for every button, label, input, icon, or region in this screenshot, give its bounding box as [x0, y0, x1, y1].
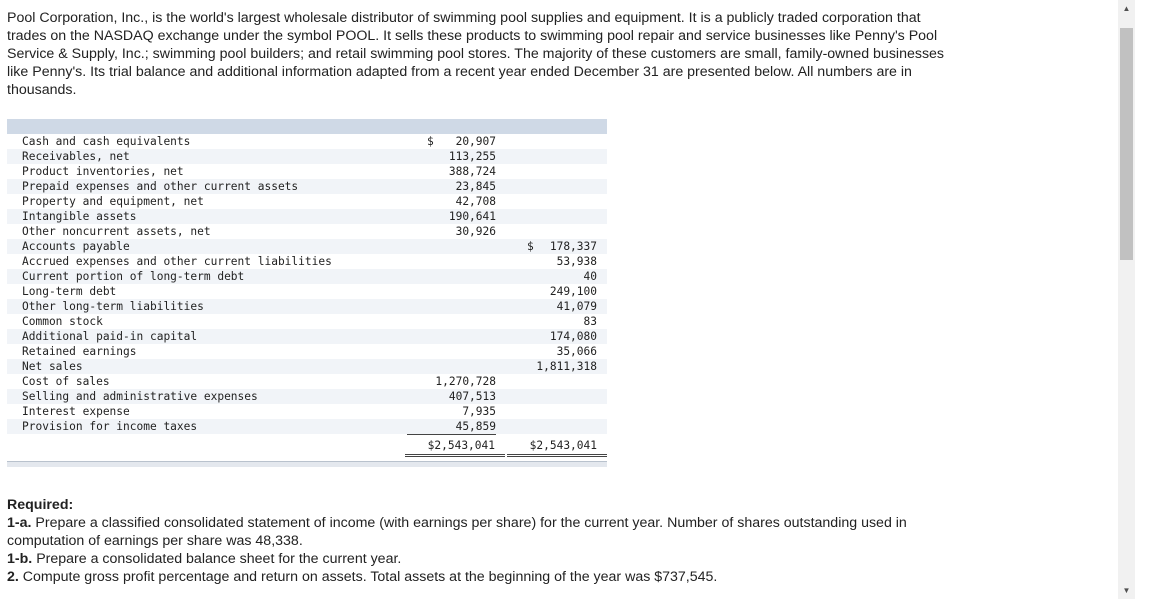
scroll-up-arrow-icon[interactable]: ▲ — [1122, 4, 1131, 13]
account-name: Intangible assets — [22, 210, 137, 223]
account-name: Product inventories, net — [22, 165, 184, 178]
account-name: Current portion of long-term debt — [22, 270, 245, 283]
account-name: Accrued expenses and other current liabilities — [22, 255, 332, 268]
trial-balance-table — [7, 119, 607, 467]
right-gutter — [1135, 0, 1159, 599]
debit-amount: 7,935 — [462, 405, 496, 418]
scroll-down-arrow-icon[interactable]: ▼ — [1122, 586, 1131, 595]
table-row — [7, 134, 607, 149]
account-name: Other noncurrent assets, net — [22, 225, 211, 238]
vertical-scrollbar[interactable] — [1118, 0, 1135, 599]
account-name: Long-term debt — [22, 285, 117, 298]
table-body — [7, 134, 607, 434]
debit-amount: 45,859 — [407, 419, 496, 435]
account-name: Provision for income taxes — [22, 420, 198, 433]
total-debit: $2,543,041 — [427, 439, 495, 452]
table-row — [7, 359, 607, 374]
account-name: Retained earnings — [22, 345, 137, 358]
table-row — [7, 314, 607, 329]
table-row — [7, 344, 607, 359]
table-row — [7, 164, 607, 179]
credit-amount: 1,811,318 — [536, 360, 597, 373]
required-item-1b — [7, 550, 952, 568]
table-row — [7, 254, 607, 269]
table-row — [7, 329, 607, 344]
credit-amount: 40 — [583, 270, 597, 283]
account-name: Additional paid-in capital — [22, 330, 198, 343]
account-name: Other long-term liabilities — [22, 300, 204, 313]
required-section — [7, 496, 952, 586]
debit-amount: 388,724 — [448, 165, 496, 178]
required-item-number: 2. — [7, 569, 19, 585]
debit-amount: 42,708 — [455, 195, 496, 208]
table-row — [7, 374, 607, 389]
required-item-1a — [7, 514, 952, 550]
table-row — [7, 269, 607, 284]
total-debit-cell — [405, 436, 505, 457]
table-row — [7, 419, 607, 434]
credit-amount: 83 — [583, 315, 597, 328]
credit-amount: 53,938 — [556, 255, 597, 268]
debit-amount: 190,641 — [448, 210, 496, 223]
debit-amount: 23,845 — [455, 180, 496, 193]
credit-amount: 174,080 — [549, 330, 597, 343]
account-name: Receivables, net — [22, 150, 130, 163]
table-header-band — [7, 119, 607, 134]
account-name: Interest expense — [22, 405, 130, 418]
required-item-2 — [7, 568, 952, 586]
debit-currency-symbol: $ — [427, 135, 434, 148]
table-row — [7, 224, 607, 239]
table-row — [7, 209, 607, 224]
table-row — [7, 239, 607, 254]
credit-amount: 178,337 — [549, 240, 597, 253]
credit-amount: 41,079 — [556, 300, 597, 313]
debit-amount: 1,270,728 — [435, 375, 496, 388]
debit-amount: 30,926 — [455, 225, 496, 238]
table-row — [7, 404, 607, 419]
debit-amount: 20,907 — [455, 135, 496, 148]
total-credit: $2,543,041 — [529, 439, 597, 452]
account-name: Cash and cash equivalents — [22, 135, 191, 148]
table-row — [7, 299, 607, 314]
intro-paragraph: Pool Corporation, Inc., is the world's largest wholesale distributor of swimming pool supplies and equipment. It is a publicly traded corporation that trades on the NASDAQ exchange under the symbol POOL. It sells these products to swimming pool repair and service businesses like Penny's Pool Service & Supply, Inc.; swimming pool builders; and retail swimming pool stores. The majority of these customers are small, family-owned businesses like Penny's. Its trial balance and additional information adapted from a recent year ended December 31 are presented below. All numbers are in thousands. — [7, 10, 945, 98]
credit-amount: 35,066 — [556, 345, 597, 358]
debit-amount: 407,513 — [448, 390, 496, 403]
account-name: Property and equipment, net — [22, 195, 204, 208]
required-item-text: Prepare a classified consolidated statement of income (with earnings per share) for the current year. Number of shares outstanding used in computation of earnings per share was 48,338. — [7, 515, 907, 549]
account-name: Accounts payable — [22, 240, 130, 253]
table-footer-band — [7, 461, 607, 467]
table-row — [7, 389, 607, 404]
debit-amount: 113,255 — [448, 150, 496, 163]
required-heading: Required: — [7, 497, 74, 513]
account-name: Common stock — [22, 315, 103, 328]
total-credit-cell — [507, 436, 607, 457]
account-name: Prepaid expenses and other current assets — [22, 180, 299, 193]
account-name: Net sales — [22, 360, 83, 373]
table-row — [7, 194, 607, 209]
required-item-number: 1-a. — [7, 515, 32, 531]
table-total-row — [7, 436, 607, 455]
table-row — [7, 179, 607, 194]
table-row — [7, 149, 607, 164]
account-name: Selling and administrative expenses — [22, 390, 258, 403]
account-name: Cost of sales — [22, 375, 110, 388]
scrollbar-thumb[interactable] — [1120, 28, 1133, 260]
credit-amount: 249,100 — [549, 285, 597, 298]
required-item-text: Compute gross profit percentage and return on assets. Total assets at the beginning of the year was $737,545. — [22, 569, 718, 585]
required-item-number: 1-b. — [7, 551, 33, 567]
required-item-text: Prepare a consolidated balance sheet for the current year. — [36, 551, 402, 567]
credit-currency-symbol: $ — [527, 240, 534, 253]
table-row — [7, 284, 607, 299]
